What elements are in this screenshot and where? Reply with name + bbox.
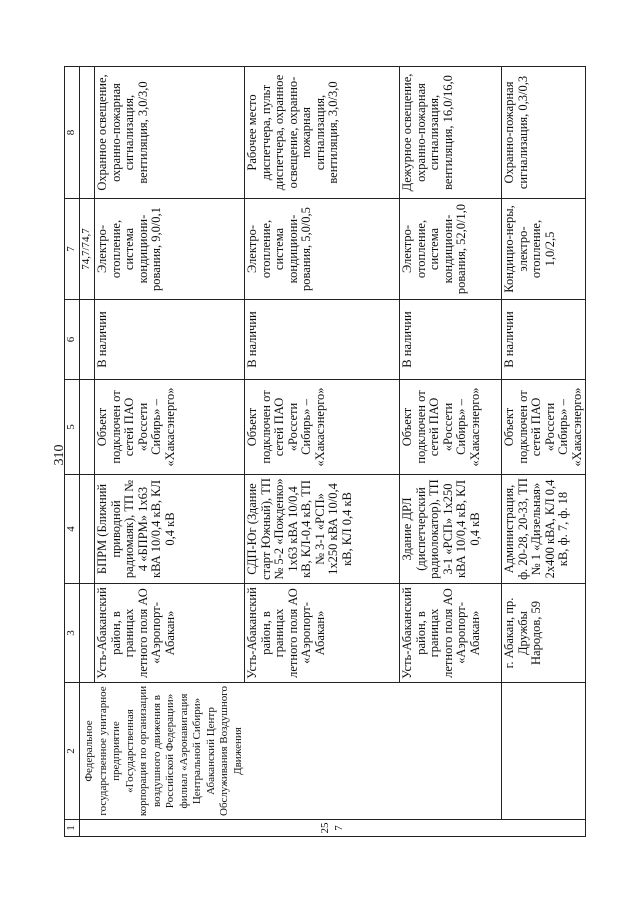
connection-cell: Объект подключен от сетей ПАО «Россети Сибирь» – «Хакасэнерго» xyxy=(502,380,586,475)
security-cell: Охранно-пожарная сигнализация, 0,3/0,3 xyxy=(502,67,586,199)
security-cell: Рабочее место диспетчера, пульт диспетчера, охранное освещение, охранно-пожарная сигнализация, вентиляция, 3,0/3,0 xyxy=(245,67,400,199)
row-number-cell: 257 xyxy=(80,820,586,837)
location-cell: Усть-Абаканский район, в границах летного поля АО «Аэропорт-Абакан» xyxy=(245,584,400,683)
header-cell: 5 xyxy=(65,380,80,475)
header-cell: 6 xyxy=(65,300,80,380)
availability-cell: В наличии xyxy=(502,300,586,380)
rotated-table-container xyxy=(64,67,584,837)
object-cell: Здание ДРЛ (диспетчерский радиолокатор), ТП 3-1 «РСП» 1х250 кВА 10/0,4 кВ, КЛ 0,4 кВ xyxy=(400,475,502,584)
header-cell: 4 xyxy=(65,475,80,584)
header-cell: 1 xyxy=(65,820,80,837)
col7-top-cell: 74,7/74,7 xyxy=(80,199,95,300)
subheader-row xyxy=(80,67,95,837)
organization-cell: Федеральное государственное унитарное предприятие «Государственная корпорация по организации воздушного движения в Российской Федерации» филиал «Аэронавигация Центральной Сибири» Абаканский Центр Обслуживания Воздушного Движения xyxy=(80,683,502,820)
consumers-cell: Электро-отопление, система кондициони-рования, 5,0/0,5 xyxy=(245,199,400,300)
header-cell: 2 xyxy=(65,683,80,820)
availability-cell: В наличии xyxy=(400,300,502,380)
security-cell: Дежурное освещение, охранно-пожарная сигнализация, вентиляция, 16,0/16,0 xyxy=(400,67,502,199)
location-cell: Усть-Абаканский район, в границах летного поля АО «Аэропорт-Абакан» xyxy=(95,584,245,683)
header-cell: 7 xyxy=(65,199,80,300)
location-cell: Усть-Абаканский район, в границах летного поля АО «Аэропорт-Абакан» xyxy=(400,584,502,683)
consumers-cell: Электро-отопление, система кондициони-рования, 52,0/1,0 xyxy=(400,199,502,300)
object-cell: СДП-Юг (Здание старт Южный), ТП № 5-2 «Пожденко» 1х63 кВА 10/0,4 кВ, КЛ-0,4 кВ, ТП № 3-1 «РСП» 1х250 кВА 10/0,4 кВ, КЛ 0,4 кВ xyxy=(245,475,400,584)
object-cell: БПРМ (Ближний приводной радиомаяк), ТП № 4 «БПРМ» 1х63 кВА 10/0,4 кВ, КЛ 0,4 кВ xyxy=(95,475,245,584)
connection-cell: Объект подключен от сетей ПАО «Россети Сибирь» – «Хакасэнерго» xyxy=(400,380,502,475)
object-cell: Администрация, ф. 20-28, 20-33, ТП № 1 «Дизельная» 2х400 кВА, КЛ 0,4 кВ, ф. 7, ф. 18 xyxy=(502,475,586,584)
security-cell: Охранное освещение, охранно-пожарная сигнализация, вентиляция, 3,0/3,0 xyxy=(95,67,245,199)
availability-cell: В наличии xyxy=(95,300,245,380)
header-row xyxy=(65,67,80,837)
table-row xyxy=(502,67,586,837)
consumers-cell: Электро-отопление, система кондициони-рования, 9,0/0,1 xyxy=(95,199,245,300)
page-number: 310 xyxy=(52,444,67,466)
header-cell: 3 xyxy=(65,584,80,683)
data-table xyxy=(64,66,586,837)
header-cell: 8 xyxy=(65,67,80,199)
availability-cell: В наличии xyxy=(245,300,400,380)
consumers-cell: Кондицио-неры, электро-отопление, 1,0/2,5 xyxy=(502,199,586,300)
connection-cell: Объект подключен от сетей ПАО «Россети Сибирь» – «Хакасэнерго» xyxy=(95,380,245,475)
connection-cell: Объект подключен от сетей ПАО «Россети Сибирь» – «Хакасэнерго» xyxy=(245,380,400,475)
location-cell: г. Абакан, пр. Дружбы Народов, 59 xyxy=(502,584,586,683)
